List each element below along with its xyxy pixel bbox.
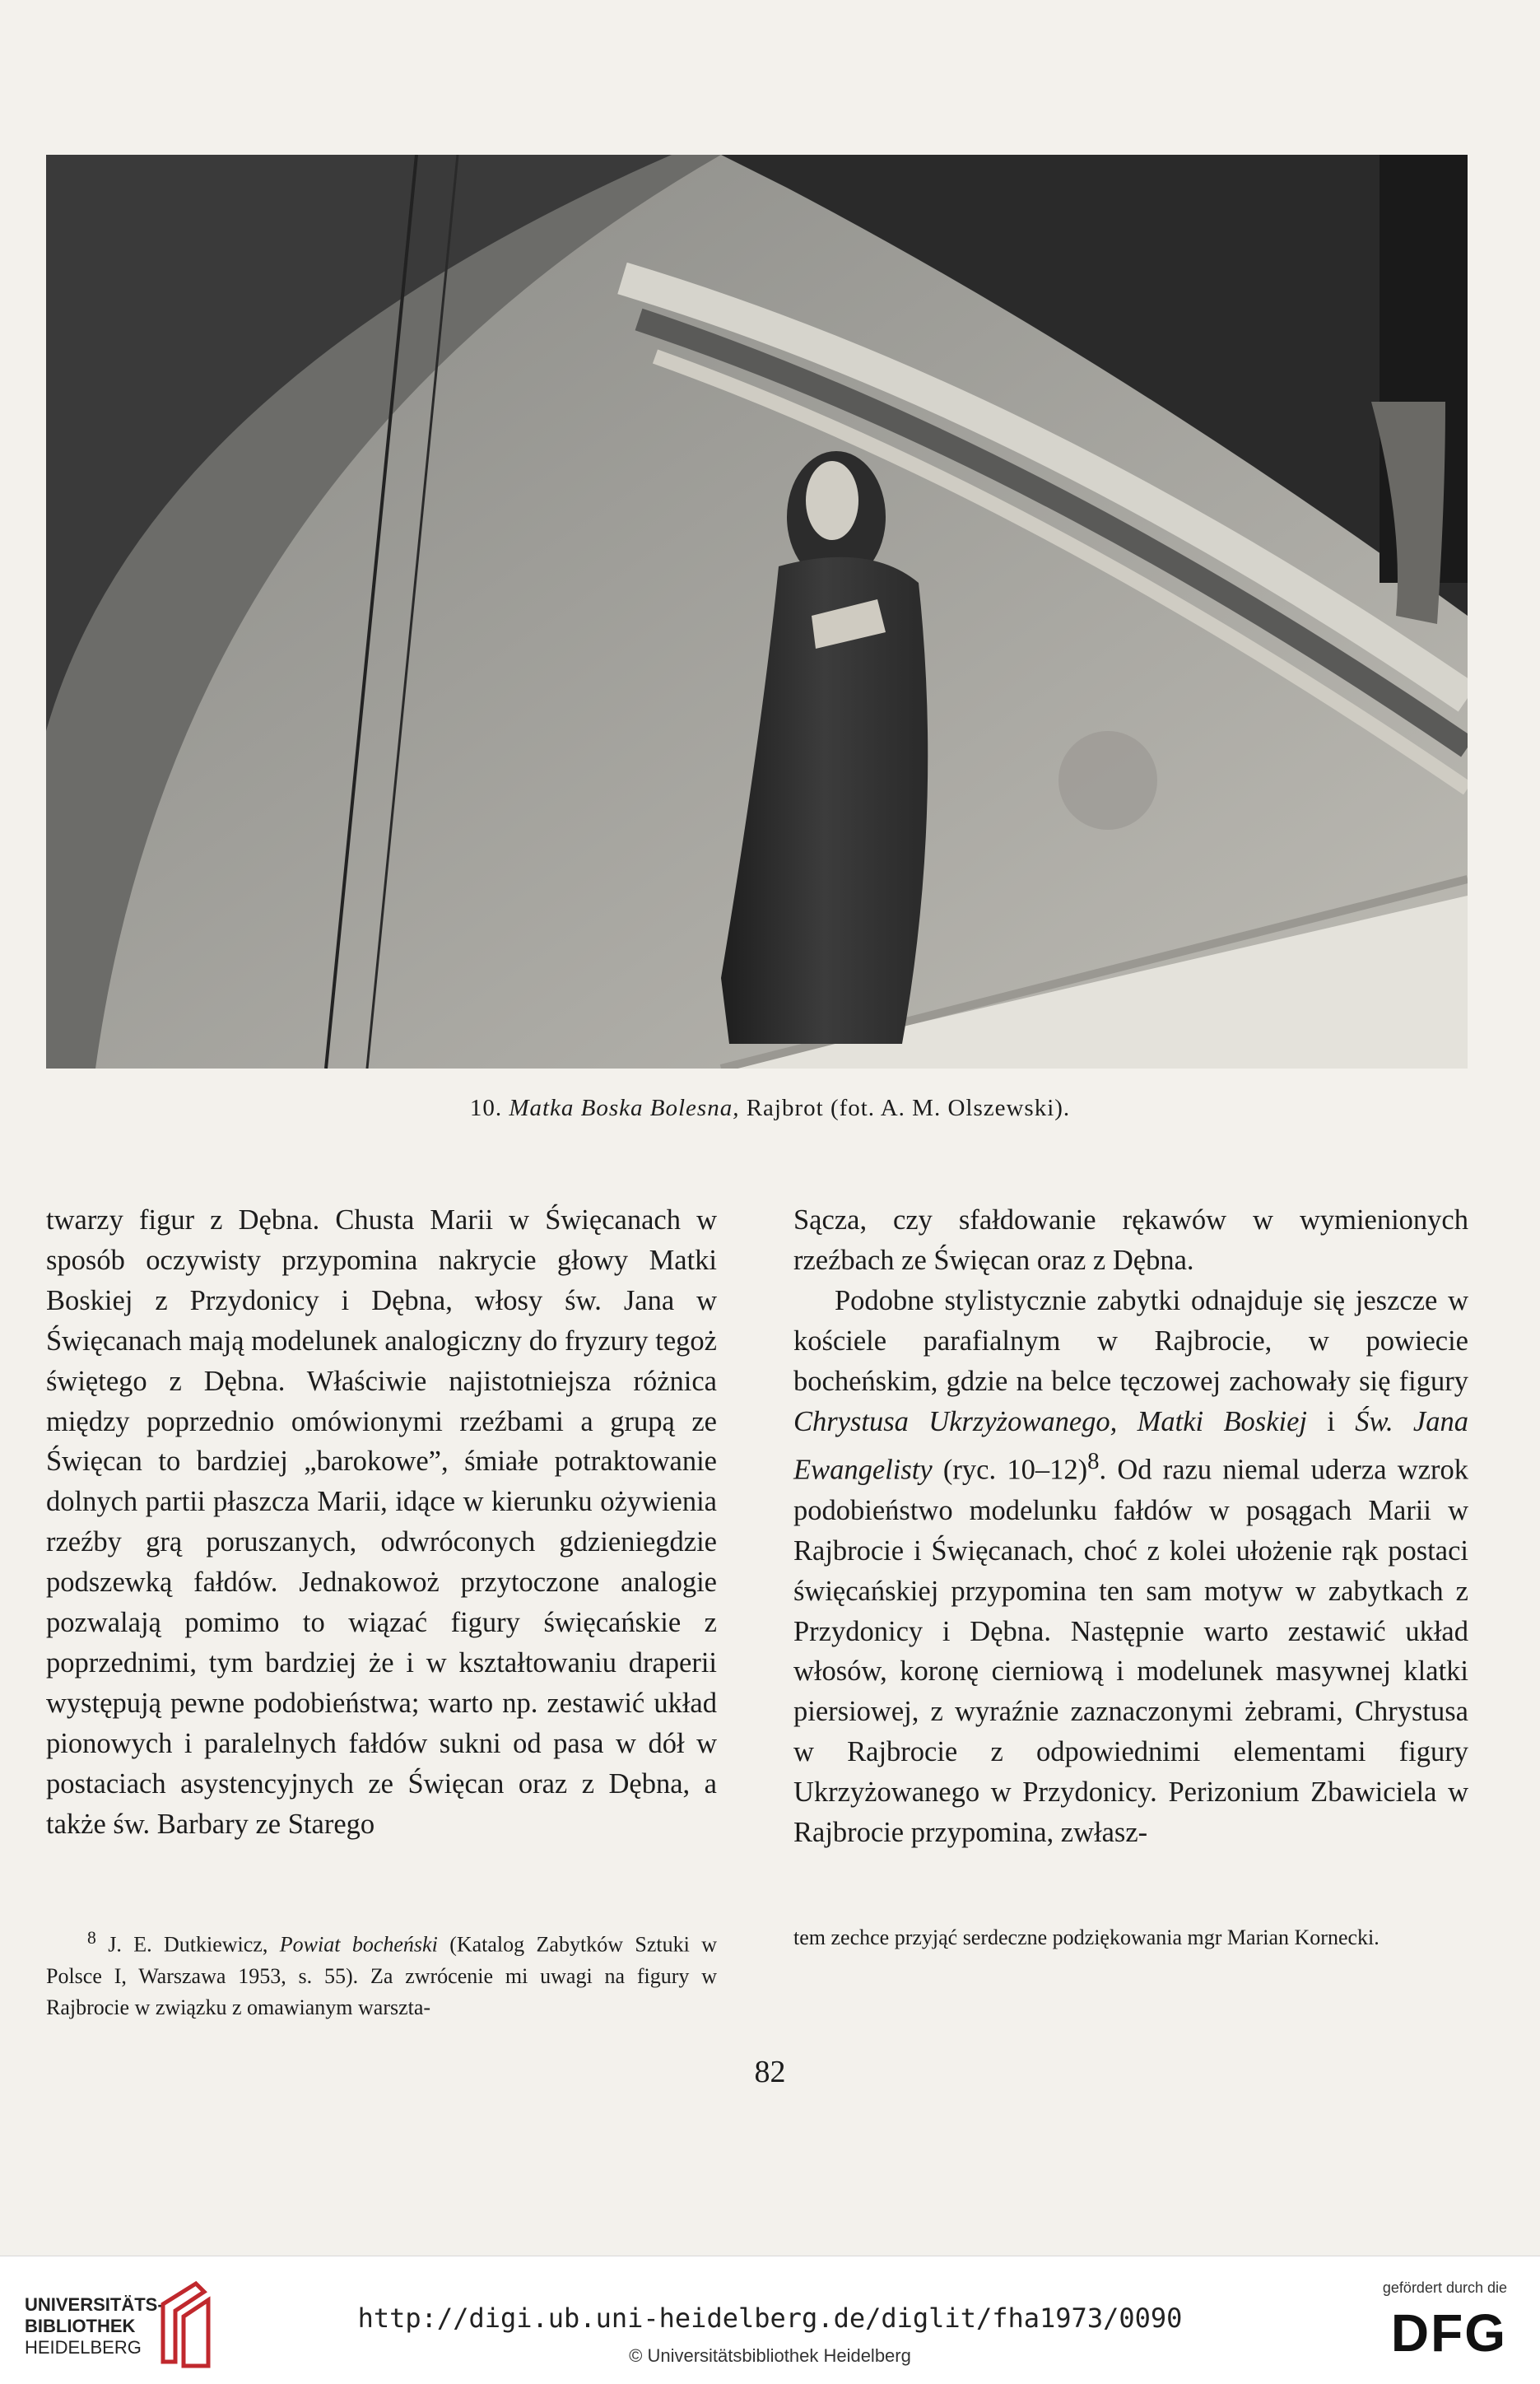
library-line-3: HEIDELBERG	[25, 2337, 142, 2358]
right-column-paragraph-2	[793, 1281, 1468, 1853]
footnote-mark: 8	[87, 1928, 96, 1948]
library-line-2: BIBLIOTHEK	[25, 2316, 136, 2336]
p2-text-a: Podobne stylistycznie zabytki odnajduje się jeszcze w kościele parafialnym w Rajbrocie, w powiecie bocheńskim, gdzie na belce tęczowej zachowały się figury	[793, 1284, 1468, 1397]
copyright-text: © Universitätsbibliothek Heidelberg	[629, 2345, 911, 2366]
footnote-ref: 8	[1087, 1448, 1100, 1475]
figure-photo	[46, 155, 1468, 1069]
footnote-left-title: Powiat bocheński	[279, 1932, 438, 1957]
caption-number: 10.	[469, 1095, 503, 1121]
p2-italic-figures: Chrystusa Ukrzyżowanego, Matki Boskiej	[793, 1405, 1307, 1437]
caption-title: Matka Boska Bolesna,	[509, 1095, 740, 1121]
source-url-link[interactable]: http://digi.ub.uni-heidelberg.de/diglit/fha1973/0090	[357, 2303, 1183, 2334]
left-column	[46, 1200, 717, 1845]
left-column-text: twarzy figur z Dębna. Chusta Marii w Święcanach w sposób oczywisty przypomina nakrycie głowy Matki Boskiej z Przydonicy i Dębna, włosy św. Jana w Święcanach mają modelunek analogiczny do fryzury tegoż świętego z Dębna. Właściwie najistotniejsza różnica między poprzednio omówionymi rzeźbami a grupą ze Święcan to bardziej „barokowe”, śmiałe potraktowanie dolnych partii płaszcza Marii, idące w kierunku ożywienia rzeźby grą poruszanych, odwróconych gdzieniegdzie podszewką fałdów. Jednakowoż przytoczone analogie pozwalają pomimo to wiązać figury święcańskie z poprzednimi, tym bardziej że i w kształtowaniu draperii występują pewne podobieństwa; warto np. zestawić układ pionowych i paralelnych fałdów sukni od pasa w dół w postaciach asystencyjnych ze Święcan oraz z Dębna, a także św. Barbary ze Starego	[46, 1204, 717, 1840]
digitization-footer	[0, 2256, 1540, 2384]
right-column	[793, 1200, 1468, 1853]
p2-italic-jan: Św. Jana Ewangelisty	[793, 1405, 1468, 1486]
dfg-label: gefördert durch die	[1382, 2279, 1507, 2296]
photo-image	[46, 155, 1468, 1069]
figure-caption	[0, 1095, 1540, 1122]
p2-text-d: . Od razu niemal uderza wzrok podobieństwo modelunku fałdów w posągach Marii w Rajbrocie i Święcanach, choć z kolei ułożenie rąk postaci święcańskiej przypomina ten sam motyw w zabytkach z Przydonicy i Dębna. Następnie warto zestawić układ włosów, koronę cierniową i modelunek masywnej klatki piersiowej, z wyraźnie zaznaczonymi żebrami, Chrystusa w Rajbrocie z odpowiednimi elementami figury Ukrzyżowanego w Przydonicy. Perizonium Zbawiciela w Rajbrocie przypomina, zwłasz-	[793, 1454, 1469, 1849]
caption-rest: Rajbrot (fot. A. M. Olszewski).	[746, 1095, 1071, 1121]
library-line-1: UNIVERSITÄTS-	[25, 2294, 164, 2315]
footnote-left-a: J. E. Dutkiewicz,	[95, 1932, 280, 1957]
footnote-left-b: (Katalog Zabytków Sztuki w Polsce I, Warszawa 1953, s. 55). Za zwrócenie mi uwagi na figury w Rajbrocie w związku z omawianym warszta-	[46, 1932, 717, 2019]
footnote-right: tem zechce przyjąć serdeczne podziękowania mgr Marian Kornecki.	[793, 1925, 1379, 1949]
right-column-paragraph-1: Sącza, czy sfałdowanie rękawów w wymienionych rzeźbach ze Święcan oraz z Dębna.	[793, 1204, 1468, 1276]
dfg-logo: DFG	[1390, 2303, 1507, 2363]
footnote-left	[46, 1922, 717, 2023]
p2-text-b: i	[1307, 1405, 1356, 1437]
p2-text-c: (ryc. 10–12)	[932, 1454, 1088, 1486]
page-number: 82	[754, 2055, 786, 2089]
